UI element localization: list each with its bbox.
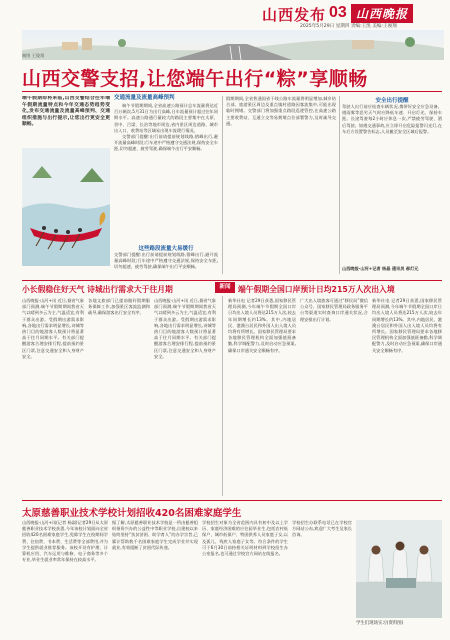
main-deck: 端午假期即将来临,山西交警结合往年端午假期流量特点和今年交通态势趋势变化,发布交通流量及流量高峰预判、交通组织措施与出行提示,让您出行更安全更顺畅。 xyxy=(22,96,110,128)
column-divider xyxy=(222,296,223,496)
photo-caption: 学生们现场实习(资料图) xyxy=(356,621,404,626)
main-body-left-para-2: 交警部门提醒:出行前请提前规划线路,错峰出行,避开流量高峰时段;行车途中严格遵守交通法规,保持安全车距,切勿超速、疲劳驾驶,确保端午出行平安顺畅。 xyxy=(114,134,218,152)
section-title: 山西发布 xyxy=(262,6,327,24)
bottom-right-headline: 端午假期全国口岸预计日均215万人次出入境 xyxy=(238,285,395,294)
main-byline: 山西晚报·山河+记者 杨晶 通讯员 郝灯元 xyxy=(342,266,419,271)
bottom-right-body-col2: 广大出入境旅客可通过“移民局”微信公众号、国家移民管理局政务服务平台等渠道实时查询口岸通关状况,合理安排出行计划。 xyxy=(300,298,368,322)
main-headline: 山西交警支招,让您端午出行“粽”享顺畅 xyxy=(22,68,368,90)
section-badge xyxy=(215,282,235,293)
lower-headline: 太原慈善职业技术学校计划招收420名困难家庭学生 xyxy=(22,508,242,519)
bottom-left-body-col2: 各地文旅部门已提前做好假期服务保障工作,加强景区客流监测和疏导,确保游客出行安全有序。 xyxy=(88,298,150,316)
main-body-right: 驾驶人出行前应检查车辆状况,携带好安全应急设备。遇雨雾等恶劣天气时应降低车速、开启灯光、保持车距。长途驾驶每2小时应休息一次,严禁疲劳驾驶、酒后驾驶。如遇交通事故,应立即开启危险报警闪光灯,在车后方设置警告标志,人员撤至安全区域后报警。 xyxy=(342,104,442,134)
column-divider xyxy=(339,96,340,274)
main-body-left-para-1: 端午节假期期间,全省高速公路预计总车流量将达近百万辆次,5月31日为出行高峰,日车流量预计超过往年同期水平。高速公路通行量较大的路段主要集中在太原、晋中、吕梁、长治等地市周边,省内景区周边道路、城市出入口、收费站等区域易出现车流缓行情况。 xyxy=(114,103,218,133)
dragon-boat-illustration xyxy=(22,148,110,266)
bottom-left-body-col1: 山西晚报·山河+讯 近日,据省气象部门预测,端午节假期期间我省天气以晴到多云为主,气温适宜,有利于群众出游。受假期出游需求影响,各地出行需求明显增长,诗城等热门目的地游客人数预计将显著高于往月同期水平。有关部门提醒游客合理安排行程,提前预约景区门票,注意交通安全和人身财产安全。 xyxy=(22,298,84,359)
students-photo xyxy=(356,520,442,618)
inset-title: 交通流量及流量高峰预判 xyxy=(114,95,175,101)
date-line: 2025年5月29日 星期四 责编:王凯 美编:王俊翔 xyxy=(300,24,397,29)
main-body-middle: 假期期间,全省普通国省干线公路车流量将明显增加,城乡结合部、旅游景区周边及重点镇村道路因客流集中,可能出现临时拥堵。交警部门将加强重点路段巡逻管控,在高速公路主要收费站、互通立交等易拥堵点位部署警力,及时疏导交通。 xyxy=(226,96,336,126)
main-subhead-2: 安全出行提醒 xyxy=(375,98,409,104)
section-badge-label: 新闻 xyxy=(219,284,231,290)
masthead xyxy=(0,0,450,30)
main-subhead-1: 这些路段流量大易缓行 xyxy=(138,246,194,252)
main-body-left xyxy=(114,103,218,243)
main-body-left-lower: 交警部门提醒:出行前请提前规划线路,错峰出行,避开流量高峰时段;行车途中严格遵守交通法规,保持安全车距,切勿超速、疲劳驾驶,确保端午出行平安顺畅。 xyxy=(114,252,218,270)
bottom-right-body-col3: 新华社电 记者29日获悉,国家移民管理局预测,今年端午节假期全国口岸日均出入境人员将达215万人次,较去年同期增长约13%。其中,内地居民、港澳台居民和外国人出入境人员均将有所增长。国家移民管理局要求各地移民管理机构全面加强值班备勤,科学调配警力,及时启动应急预案,确保口岸通关安全顺畅有序。 xyxy=(372,298,442,353)
inset-box xyxy=(114,93,218,99)
lower-body-col4: 学校招生办联系电话已在学校官方网站公布,欢迎广大考生及家长咨询。 xyxy=(292,520,352,538)
lower-body-col1: 山西晚报·山河+讯(记者 杨淑)记者29日从太原慈善职业技术学校获悉,今年该校计划面向全省招收420名困难家庭学生,免除学生在校期间学费、住宿费、书本费、生活费等全部费用,并为学生提供就业推荐服务。该校开设有护理、计算机应用、汽车运用与维修、电子商务等多个专业,毕业生就业率常年保持在较高水平。 xyxy=(22,520,108,563)
photo-credit: 制图 王俊翔 xyxy=(22,53,45,58)
lower-body-col3: 学校招生对象为全省范围内具有初中及以上学历、家庭经济困难的应往届毕业生,包括农村低保户、城市低保户、特困供养人员家庭子女,以及孤儿、残疾人家庭子女等。符合条件的学生可于6月30日前持相关证明材料到学校招生办公室报名,也可通过学校官方网站在线报名。 xyxy=(202,520,288,557)
bottom-right-body-col1: 新华社电 记者29日获悉,国家移民管理局预测,今年端午节假期全国口岸日均出入境人员将达215万人次,较去年同期增长约13%。其中,内地居民、港澳台居民和外国人出入境人员均将有所增长。国家移民管理局要求各地移民管理机构全面加强值班备勤,科学调配警力,及时启动应急预案,确保口岸通关安全顺畅有序。 xyxy=(228,298,296,353)
column-divider xyxy=(222,96,223,274)
bottom-left-body-col3: 山西晚报·山河+讯 近日,据省气象部门预测,端午节假期期间我省天气以晴到多云为主,气温适宜,有利于群众出游。受假期出游需求影响,各地出行需求明显增长,诗城等热门目的地游客人数预计将显著高于往月同期水平。有关部门提醒游客合理安排行程,提前预约景区门票,注意交通安全和人身财产安全。 xyxy=(154,298,216,359)
lower-body-col2: 据了解,太原慈善职业技术学校是一所由慈善组织捐资兴办的公益性中等职业学校,自建校以来始终坚持“扶贫济困、助学育人”的办学宗旨,已累计帮助数千名困难家庭学生完成学业并实现就业,有效阻断了贫困代际传递。 xyxy=(112,520,198,550)
paper-logo: 山西晚报 xyxy=(351,4,413,23)
section-divider xyxy=(22,500,442,501)
road-scene-illustration xyxy=(22,30,444,60)
section-divider xyxy=(22,280,442,281)
bottom-left-headline: 小长假稳住好天气 诗城出行需求大于往月期 xyxy=(22,285,173,294)
page-number: 03 xyxy=(329,4,347,21)
top-photo xyxy=(22,30,444,60)
headline-rule xyxy=(22,91,442,92)
